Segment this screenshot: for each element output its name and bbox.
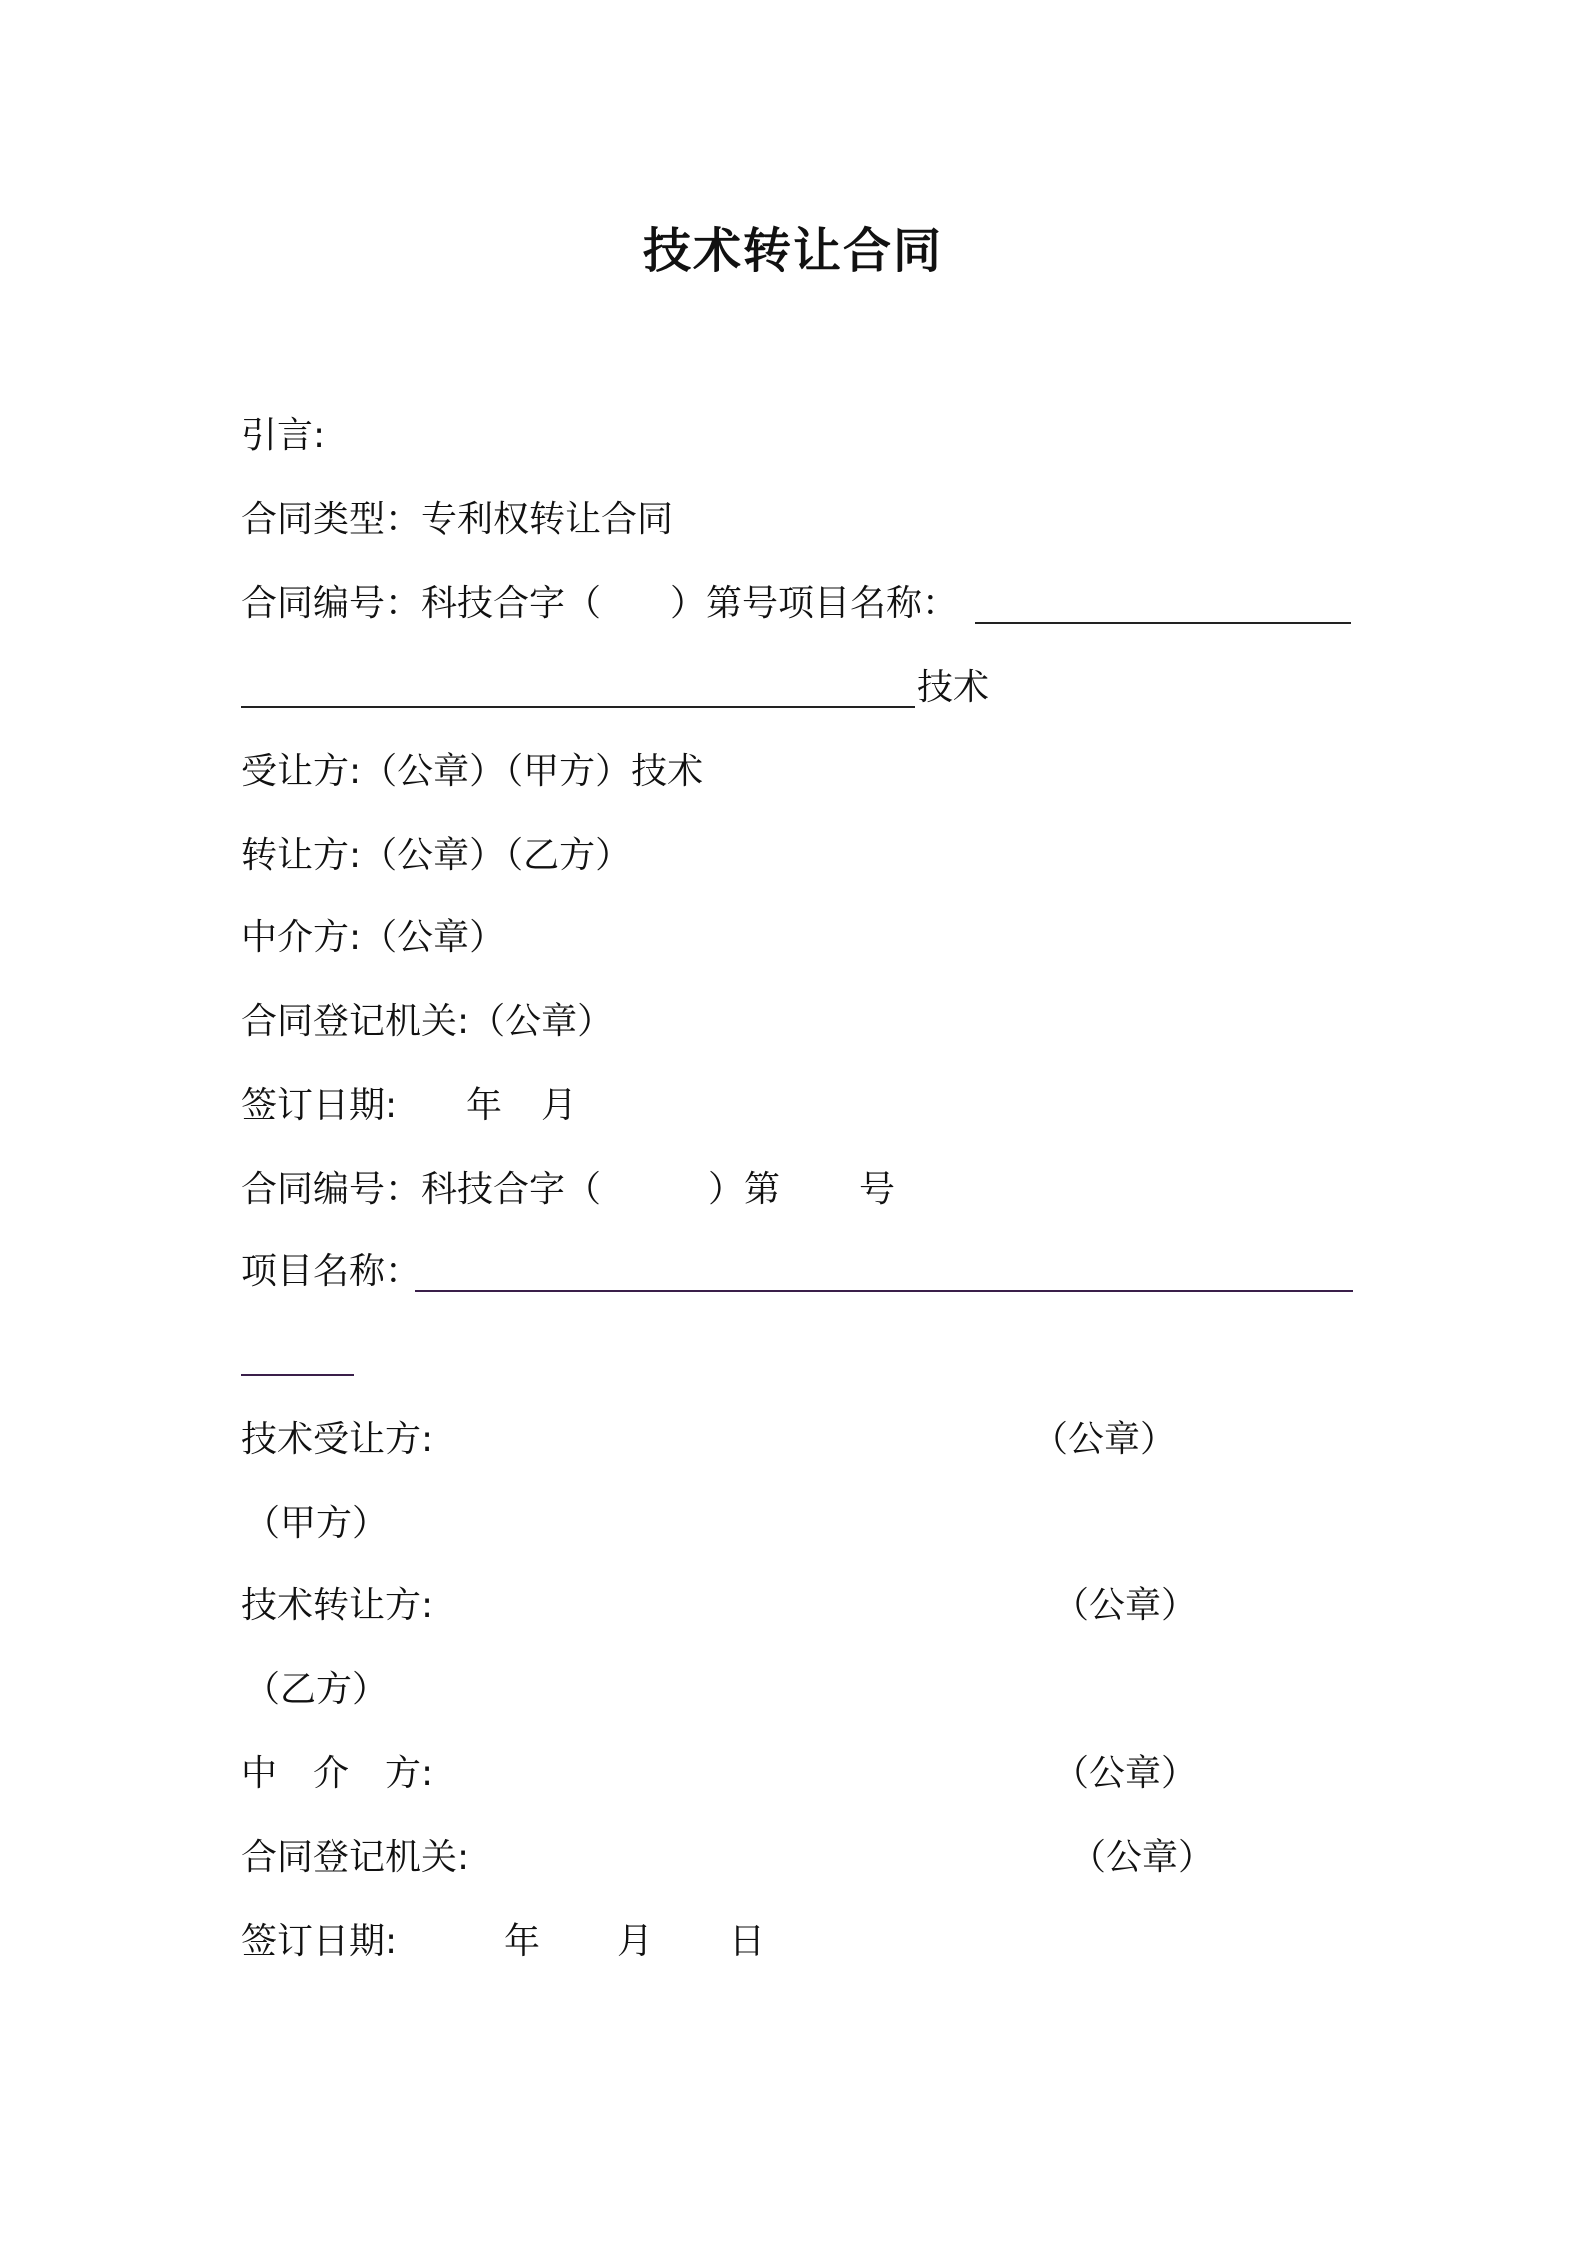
page-title: 技术转让合同	[642, 223, 943, 279]
assignor-party: （乙方）	[244, 1669, 389, 1710]
project-name-blank-2	[241, 706, 915, 708]
registry-seal: （公章）	[1070, 1837, 1215, 1878]
sign-day: 日	[729, 1921, 766, 1962]
intro-assignor: 转让方:（公章）（乙方）	[241, 835, 632, 876]
project-name-blank-3	[415, 1290, 1353, 1292]
intro-heading: 引言:	[241, 415, 326, 456]
intro-month: 月	[541, 1085, 578, 1126]
contract-type: 合同类型：专利权转让合同	[241, 499, 674, 540]
registry-label: 合同登记机关:	[241, 1837, 470, 1878]
intermediary-label: 中 介 方:	[241, 1753, 434, 1794]
project-name-label: 项目名称：	[241, 1251, 422, 1292]
assignee-label: 技术受让方:	[241, 1419, 434, 1460]
sign-year: 年	[504, 1921, 541, 1962]
intro-registry: 合同登记机关:（公章）	[241, 1001, 614, 1042]
contract-number-line-a: 合同编号：科技合字（	[241, 583, 602, 624]
tech-tail: 技术	[917, 667, 990, 708]
intro-sign-date-label: 签订日期:	[241, 1085, 398, 1126]
contract-number-close: ）第	[708, 1169, 781, 1210]
project-name-blank-1	[975, 622, 1351, 624]
contract-number-hao: 号	[859, 1169, 896, 1210]
sign-month: 月	[617, 1921, 654, 1962]
sign-date-label: 签订日期:	[241, 1921, 398, 1962]
intermediary-seal: （公章）	[1053, 1753, 1198, 1794]
assignor-seal: （公章）	[1053, 1585, 1198, 1626]
intro-year: 年	[466, 1085, 503, 1126]
assignor-label: 技术转让方:	[241, 1585, 434, 1626]
intro-assignee: 受让方:（公章）（甲方）技术	[241, 751, 704, 792]
assignee-party: （甲方）	[244, 1503, 389, 1544]
intro-intermediary: 中介方:（公章）	[241, 917, 506, 958]
assignee-seal: （公章）	[1032, 1419, 1177, 1460]
project-name-blank-4	[241, 1374, 354, 1376]
contract-number-label: 合同编号：科技合字（	[241, 1169, 602, 1210]
contract-number-line-b: ）第号项目名称：	[670, 583, 959, 624]
